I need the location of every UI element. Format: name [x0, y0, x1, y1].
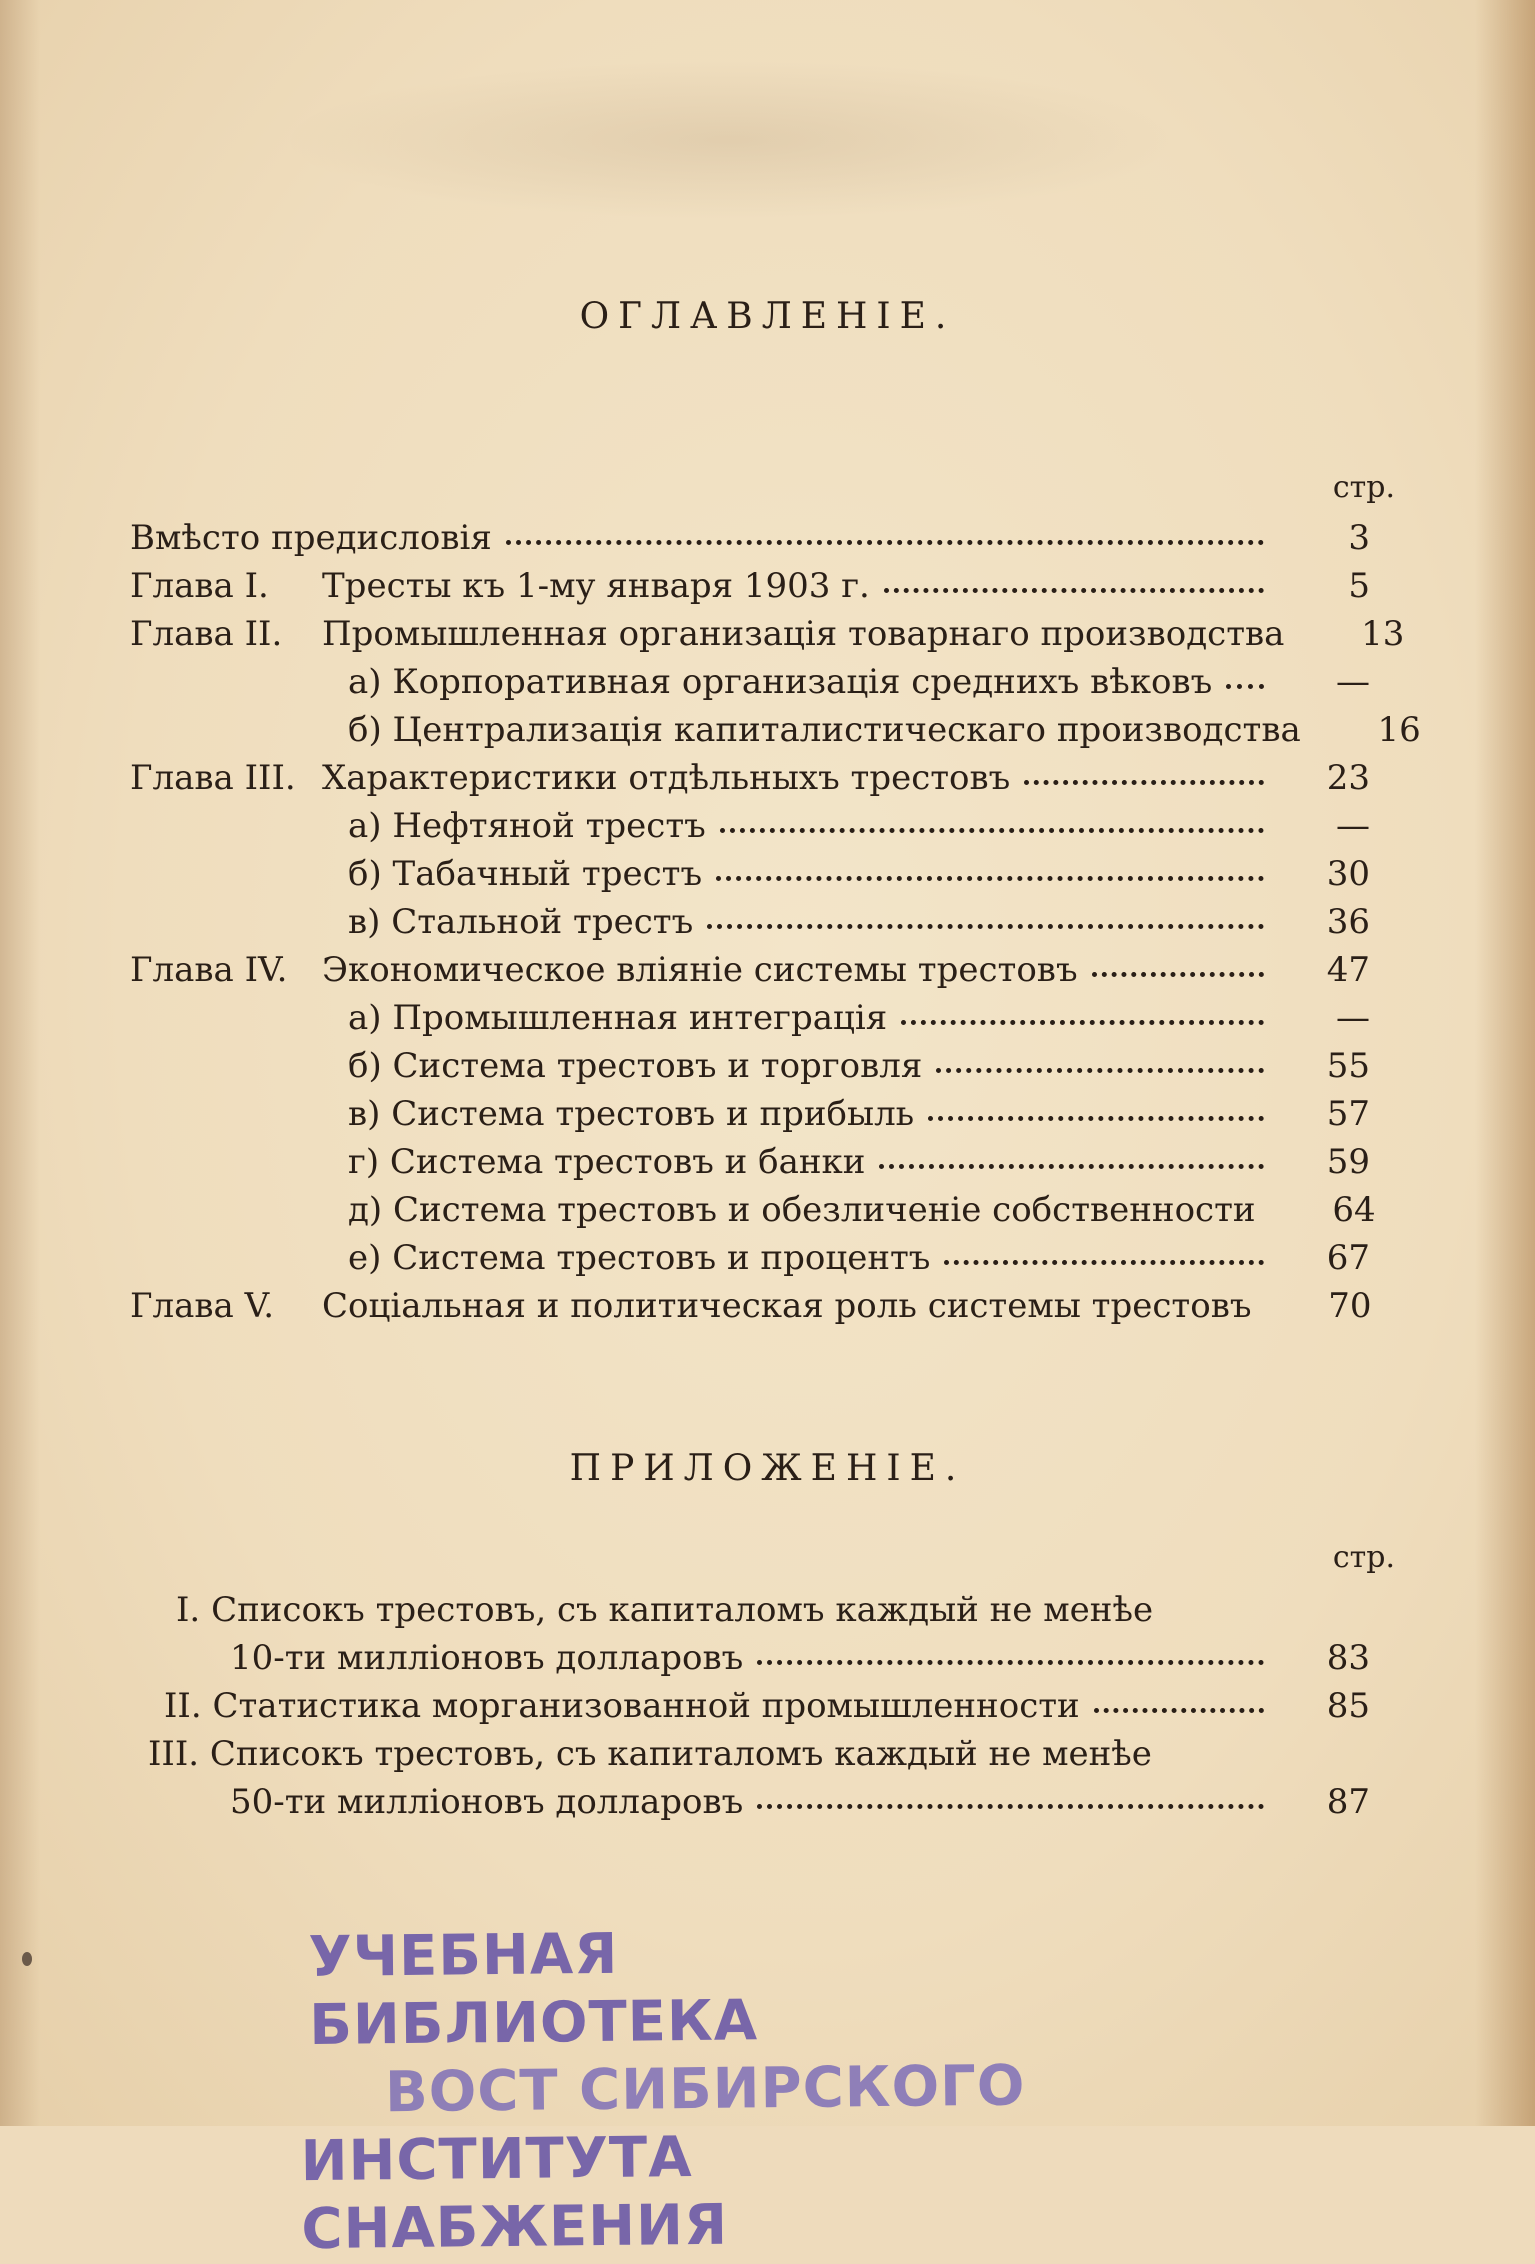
bleed-through [280, 60, 1180, 220]
toc-row [130, 998, 1370, 1046]
contents-page-column-label: стр. [1332, 470, 1395, 505]
dot-leader [936, 1068, 1264, 1073]
appendix-row-continued [130, 1782, 1370, 1830]
toc-row [130, 854, 1370, 902]
toc-label: а) Корпоративная организація среднихъ вѣковъ [348, 662, 1213, 702]
toc-label: в) Стальной трестъ [348, 902, 694, 942]
toc-page: — [1336, 998, 1370, 1038]
toc-row [130, 1238, 1370, 1286]
toc-row [130, 1094, 1370, 1142]
toc-label: б) Система трестовъ и торговля [348, 1046, 923, 1086]
dot-leader [928, 1116, 1264, 1121]
toc-label: е) Система трестовъ и процентъ [348, 1238, 931, 1278]
toc-row [130, 758, 1370, 806]
toc-label: в) Система трестовъ и прибыль [348, 1094, 915, 1134]
toc-row [130, 1286, 1370, 1334]
library-stamp [300, 1916, 1072, 2264]
dot-leader [716, 876, 1264, 881]
toc-chapter: Глава II. [130, 614, 283, 654]
toc-page: 13 [1361, 614, 1405, 654]
toc-label: Тресты къ 1-му января 1903 г. [322, 566, 870, 606]
toc-page: 59 [1326, 1142, 1370, 1182]
toc-label: Экономическое вліяніе системы трестовъ [322, 950, 1078, 990]
appendix-row [130, 1686, 1370, 1734]
toc-page: 16 [1377, 710, 1421, 750]
appendix-row [130, 1734, 1370, 1782]
dot-leader [1024, 780, 1264, 785]
toc-label: д) Система трестовъ и обезличеніе собственности [348, 1190, 1256, 1230]
stamp-line-3: ИНСТИТУТА СНАБЖЕНИЯ [300, 2124, 729, 2263]
appendix-page: 85 [1326, 1686, 1370, 1726]
appendix-row [130, 1590, 1370, 1638]
toc-label: а) Промышленная интеграція [348, 998, 888, 1038]
appendix-number: I. [176, 1590, 201, 1630]
appendix-row-continued [130, 1638, 1370, 1686]
toc-chapter: Глава IV. [130, 950, 288, 990]
dot-leader [720, 828, 1264, 833]
toc-page: — [1336, 662, 1370, 702]
toc-row [130, 1142, 1370, 1190]
appendix-label-line2: 50-ти милліоновъ долларовъ [230, 1782, 744, 1822]
dot-leader [707, 924, 1264, 929]
appendix-number: II. [164, 1686, 202, 1726]
contents-list [130, 518, 1421, 1334]
toc-page: 47 [1326, 950, 1370, 990]
dot-leader [901, 1020, 1264, 1025]
toc-label: Характеристики отдѣльныхъ трестовъ [322, 758, 1011, 798]
toc-row [130, 1046, 1370, 1094]
dot-leader [1226, 684, 1264, 689]
dot-leader [944, 1260, 1264, 1265]
stamp-line-2: ВОСТ СИБИРСКОГО [384, 2053, 1026, 2126]
toc-row [130, 806, 1370, 854]
dot-leader [1094, 1708, 1264, 1713]
toc-label: Промышленная организація товарнаго производства [322, 614, 1285, 654]
toc-page: 67 [1326, 1238, 1370, 1278]
dot-leader [757, 1660, 1264, 1665]
toc-page: 3 [1348, 518, 1370, 558]
toc-page: 57 [1326, 1094, 1370, 1134]
dot-leader [884, 588, 1264, 593]
toc-chapter: Глава V. [130, 1286, 275, 1326]
toc-page: 36 [1326, 902, 1370, 942]
appendix-label-line1: Списокъ трестовъ, съ капиталомъ каждый не менѣе [209, 1734, 1152, 1774]
toc-chapter: Глава I. [130, 566, 269, 606]
toc-page: 64 [1332, 1190, 1376, 1230]
ink-speck [22, 1952, 32, 1966]
toc-page: 30 [1326, 854, 1370, 894]
toc-row [130, 518, 1370, 566]
toc-label: г) Система трестовъ и банки [348, 1142, 866, 1182]
dot-leader [757, 1804, 1264, 1809]
toc-label: б) Табачный трестъ [348, 854, 703, 894]
dot-leader [506, 540, 1264, 545]
toc-label: Соціальная и политическая роль системы трестовъ [322, 1286, 1252, 1326]
stamp-line-1: УЧЕБНАЯ БИБЛИОТЕКА [308, 1921, 759, 2058]
toc-row [130, 614, 1405, 662]
dot-leader [879, 1164, 1264, 1169]
toc-chapter: Глава III. [130, 758, 296, 798]
appendix-title: ПРИЛОЖЕНІЕ. [569, 1448, 966, 1489]
toc-row [130, 710, 1421, 758]
appendix-list [130, 1590, 1370, 1830]
appendix-label-line1: Статистика морганизованной промышленности [212, 1686, 1080, 1726]
appendix-page: 83 [1326, 1638, 1370, 1678]
toc-row [130, 662, 1370, 710]
appendix-page-column-label: стр. [1332, 1540, 1395, 1575]
contents-title: ОГЛАВЛЕНІЕ. [579, 296, 956, 337]
toc-page: 55 [1326, 1046, 1370, 1086]
toc-row [130, 902, 1370, 950]
appendix-label-line1: Списокъ трестовъ, съ капиталомъ каждый не менѣе [211, 1590, 1154, 1630]
toc-page: 70 [1328, 1286, 1372, 1326]
appendix-page: 87 [1326, 1782, 1370, 1822]
toc-label: Вмѣсто предисловія [130, 518, 492, 558]
dot-leader [1092, 972, 1264, 977]
toc-label: б) Централизація капиталистическаго производства [348, 710, 1301, 750]
toc-label: а) Нефтяной трестъ [348, 806, 706, 846]
appendix-label-line2: 10-ти милліоновъ долларовъ [230, 1638, 744, 1678]
toc-row [130, 950, 1370, 998]
toc-page: 23 [1326, 758, 1370, 798]
toc-row [130, 566, 1370, 614]
toc-page: — [1336, 806, 1370, 846]
toc-page: 5 [1348, 566, 1370, 606]
toc-row [130, 1190, 1376, 1238]
appendix-number: III. [148, 1734, 200, 1774]
